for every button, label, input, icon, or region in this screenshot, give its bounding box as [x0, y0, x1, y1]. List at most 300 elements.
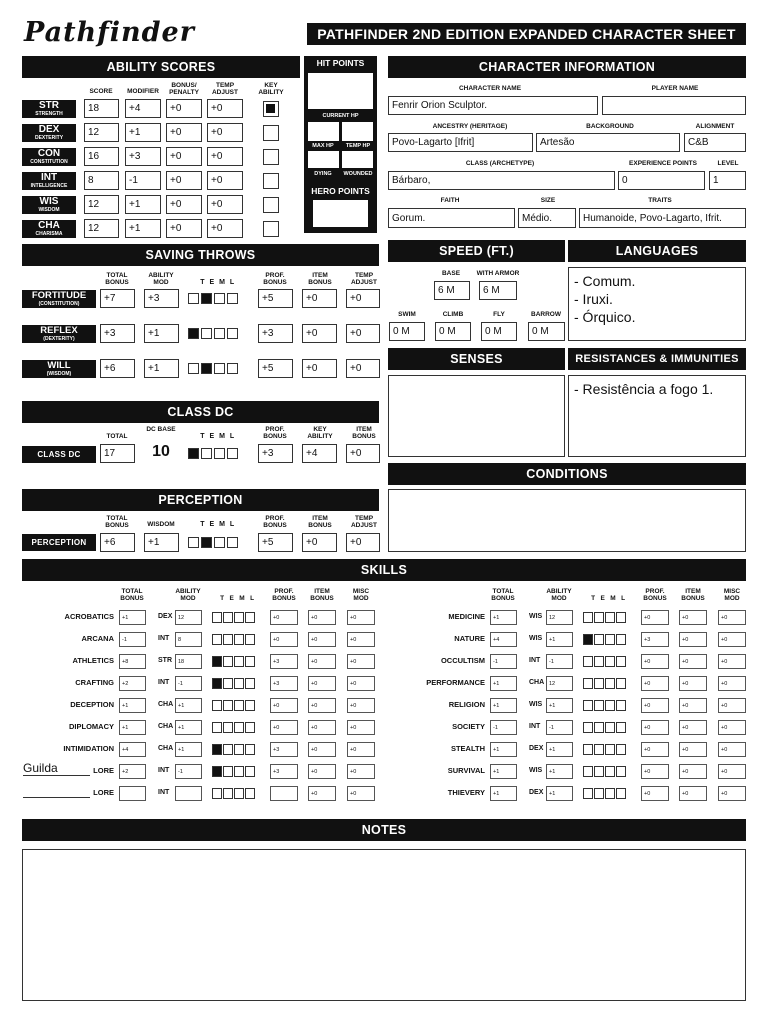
skill-teml-box[interactable] — [605, 634, 615, 645]
skill-ability-field[interactable]: 8 — [175, 632, 202, 647]
skill-prof-field[interactable]: +0 — [641, 764, 669, 779]
skill-total-field[interactable]: -1 — [490, 654, 517, 669]
skill-prof-field[interactable]: +0 — [641, 698, 669, 713]
skill-item-field[interactable]: +0 — [679, 720, 707, 735]
skill-teml-box[interactable] — [223, 788, 233, 799]
perception-teml-box[interactable] — [227, 537, 238, 548]
perception-teml-boxes[interactable] — [188, 537, 238, 548]
skill-prof-field[interactable]: +3 — [270, 764, 298, 779]
skill-misc-field[interactable]: +0 — [718, 632, 746, 647]
skill-teml-box[interactable] — [583, 678, 593, 689]
skill-ability-field[interactable]: +1 — [546, 764, 573, 779]
skill-teml-box[interactable] — [223, 700, 233, 711]
logo-text: Pathfinder — [24, 16, 195, 48]
skill-prof-field[interactable]: +0 — [641, 720, 669, 735]
skill-teml-box[interactable] — [616, 678, 626, 689]
skill-teml[interactable] — [583, 612, 626, 623]
skill-ability-field[interactable]: +1 — [175, 698, 202, 713]
classdc-total-field[interactable]: 17 — [100, 444, 135, 463]
skill-misc-field[interactable]: +0 — [347, 632, 375, 647]
skill-ability-field[interactable] — [175, 786, 202, 801]
skill-total-field[interactable]: +2 — [119, 764, 146, 779]
level-label: LEVEL — [717, 160, 739, 167]
skill-prof-field[interactable]: +0 — [641, 786, 669, 801]
skill-item-field[interactable]: +0 — [308, 676, 336, 691]
skill-total-field[interactable]: +1 — [119, 610, 146, 625]
skill-teml-box[interactable] — [605, 722, 615, 733]
skill-teml-box[interactable] — [605, 700, 615, 711]
skill-teml-box[interactable] — [212, 766, 222, 777]
skill-total-field[interactable]: +1 — [490, 742, 517, 757]
save-teml-box[interactable] — [227, 293, 238, 304]
ability-score-field[interactable]: 18 — [84, 99, 119, 118]
skill-teml-box[interactable] — [234, 766, 244, 777]
skill-prof-field[interactable]: +0 — [641, 654, 669, 669]
skill-teml-box[interactable] — [583, 744, 593, 755]
classdc-teml-box[interactable] — [214, 448, 225, 459]
skill-ability-abbr: WIS — [529, 613, 543, 620]
skill-item-field[interactable]: +0 — [679, 764, 707, 779]
skill-teml[interactable] — [583, 722, 626, 733]
skill-ability-abbr: CHA — [529, 679, 545, 686]
skills-prof-label: PROF. BONUS — [643, 588, 667, 602]
perception-total-field[interactable]: +6 — [100, 533, 135, 552]
skill-total-field[interactable]: +1 — [119, 720, 146, 735]
skill-teml-box[interactable] — [212, 612, 222, 623]
skill-item-field[interactable]: +0 — [308, 654, 336, 669]
skill-prof-field[interactable]: +0 — [641, 676, 669, 691]
skill-prof-field[interactable]: +3 — [270, 654, 298, 669]
save-temp-field[interactable]: +0 — [346, 359, 380, 378]
skill-total-field[interactable]: +1 — [490, 786, 517, 801]
skill-teml-box[interactable] — [245, 656, 255, 667]
skill-prof-field[interactable]: +3 — [270, 742, 298, 757]
skill-teml-box[interactable] — [616, 634, 626, 645]
skill-teml-box[interactable] — [616, 700, 626, 711]
max-hp-box[interactable] — [308, 122, 339, 141]
skill-teml-box[interactable] — [245, 788, 255, 799]
ability-score-field[interactable]: 8 — [84, 171, 119, 190]
skill-item-field[interactable]: +0 — [679, 632, 707, 647]
skill-misc-field[interactable]: +0 — [718, 786, 746, 801]
skill-teml-box[interactable] — [245, 722, 255, 733]
xp-field[interactable]: 0 — [618, 171, 705, 190]
save-total-field[interactable]: +6 — [100, 359, 135, 378]
save-item-field[interactable]: +0 — [302, 359, 337, 378]
skill-misc-field[interactable]: +0 — [347, 764, 375, 779]
skill-item-field[interactable]: +0 — [679, 610, 707, 625]
skill-misc-field[interactable]: +0 — [347, 676, 375, 691]
skill-teml-box[interactable] — [223, 722, 233, 733]
skill-teml-box[interactable] — [212, 744, 222, 755]
skill-ability-field[interactable]: +1 — [546, 742, 573, 757]
temp-hp-box[interactable] — [342, 122, 373, 141]
skill-item-field[interactable]: +0 — [679, 786, 707, 801]
save-prof-field[interactable]: +5 — [258, 359, 293, 378]
skill-teml[interactable] — [583, 788, 626, 799]
skill-teml-box[interactable] — [583, 634, 593, 645]
save-teml[interactable] — [188, 328, 238, 339]
ability-modifier-field[interactable]: +1 — [125, 123, 161, 142]
skill-teml-box[interactable] — [245, 744, 255, 755]
skill-teml-box[interactable] — [234, 634, 244, 645]
skill-ability-field[interactable]: -1 — [175, 764, 202, 779]
classdc-teml-boxes[interactable] — [188, 448, 238, 459]
ability-modifier-field[interactable]: +4 — [125, 99, 161, 118]
skill-teml-box[interactable] — [594, 612, 604, 623]
languages-header: LANGUAGES — [568, 240, 746, 262]
perception-teml-box[interactable] — [201, 537, 212, 548]
skill-teml-box[interactable] — [223, 656, 233, 667]
notes-box[interactable] — [22, 849, 746, 1001]
ability-temp-field[interactable]: +0 — [207, 171, 243, 190]
skill-ability-field[interactable]: +1 — [175, 742, 202, 757]
skill-item-field[interactable]: +0 — [679, 654, 707, 669]
skill-teml-box[interactable] — [234, 678, 244, 689]
key-ability-checkbox[interactable] — [263, 173, 279, 189]
skill-prof-field[interactable]: +3 — [270, 676, 298, 691]
skill-prof-field[interactable]: +0 — [641, 742, 669, 757]
skill-item-field[interactable]: +0 — [679, 742, 707, 757]
skill-teml-box[interactable] — [605, 766, 615, 777]
save-teml[interactable] — [188, 293, 238, 304]
perception-temp-field[interactable]: +0 — [346, 533, 380, 552]
skill-ability-field[interactable]: -1 — [546, 720, 573, 735]
ancestry-field[interactable]: Povo-Lagarto [Ifrit] — [388, 133, 533, 152]
skill-teml-box[interactable] — [212, 722, 222, 733]
perception-wis-field[interactable]: +1 — [144, 533, 179, 552]
fly-field[interactable]: 0 M — [481, 322, 517, 341]
ability-modifier-field[interactable]: +1 — [125, 195, 161, 214]
classdc-teml-box[interactable] — [188, 448, 199, 459]
skill-prof-field[interactable] — [270, 786, 298, 801]
skill-misc-field[interactable]: +0 — [718, 720, 746, 735]
skill-misc-field[interactable]: +0 — [718, 698, 746, 713]
save-ability-field[interactable]: +1 — [144, 324, 179, 343]
skill-teml[interactable] — [212, 744, 255, 755]
save-teml-box[interactable] — [214, 293, 225, 304]
save-teml-box[interactable] — [188, 328, 199, 339]
save-teml-box[interactable] — [227, 363, 238, 374]
skill-teml-box[interactable] — [212, 678, 222, 689]
ability-bonus-field[interactable]: +0 — [166, 123, 202, 142]
size-field[interactable]: Médio. — [518, 208, 576, 228]
skill-teml[interactable] — [212, 678, 255, 689]
skill-prof-field[interactable]: +3 — [641, 632, 669, 647]
skill-teml-box[interactable] — [594, 788, 604, 799]
skill-prof-field[interactable]: +0 — [270, 698, 298, 713]
skill-teml-box[interactable] — [594, 722, 604, 733]
skill-teml-box[interactable] — [594, 634, 604, 645]
skill-teml[interactable] — [583, 766, 626, 777]
hero-points-box[interactable] — [313, 200, 368, 227]
skill-misc-field[interactable]: +0 — [347, 720, 375, 735]
lore-topic[interactable]: Guilda — [23, 762, 90, 776]
save-teml-box[interactable] — [201, 293, 212, 304]
skill-total-field[interactable]: +1 — [490, 610, 517, 625]
skill-misc-field[interactable]: +0 — [347, 786, 375, 801]
save-prof-field[interactable]: +5 — [258, 289, 293, 308]
skill-teml-box[interactable] — [583, 656, 593, 667]
save-total-field[interactable]: +7 — [100, 289, 135, 308]
skill-teml-box[interactable] — [223, 612, 233, 623]
skill-total-field[interactable]: -1 — [490, 720, 517, 735]
skill-total-field[interactable]: +4 — [490, 632, 517, 647]
skill-ability-field[interactable]: 12 — [546, 610, 573, 625]
skill-teml-box[interactable] — [212, 656, 222, 667]
skill-teml-box[interactable] — [245, 612, 255, 623]
skill-total-field[interactable]: +4 — [119, 742, 146, 757]
skill-ability-abbr: INT — [529, 723, 541, 730]
player-name-field[interactable] — [602, 96, 746, 115]
skill-teml-box[interactable] — [583, 788, 593, 799]
skill-total-field[interactable]: +1 — [490, 764, 517, 779]
skill-teml[interactable] — [583, 656, 626, 667]
swim-field[interactable]: 0 M — [389, 322, 425, 341]
save-teml-box[interactable] — [214, 363, 225, 374]
skill-ability-field[interactable]: +1 — [175, 720, 202, 735]
skill-teml-box[interactable] — [212, 634, 222, 645]
skill-ability-abbr: INT — [529, 657, 541, 664]
languages-box[interactable] — [568, 267, 746, 341]
save-teml-box[interactable] — [227, 328, 238, 339]
skill-teml[interactable] — [212, 656, 255, 667]
ability-modifier-field[interactable]: -1 — [125, 171, 161, 190]
class-field[interactable]: Bárbaro, — [388, 171, 615, 190]
current-hp-label: CURRENT HP — [322, 113, 359, 119]
skill-teml-box[interactable] — [605, 744, 615, 755]
skill-teml-box[interactable] — [616, 656, 626, 667]
save-temp-field[interactable]: +0 — [346, 324, 380, 343]
ability-temp-field[interactable]: +0 — [207, 99, 243, 118]
ability-score-field[interactable]: 12 — [84, 219, 119, 238]
skill-teml-box[interactable] — [594, 766, 604, 777]
skill-misc-field[interactable]: +0 — [718, 654, 746, 669]
key-ability-checkbox[interactable] — [263, 101, 279, 117]
skill-misc-field[interactable]: +0 — [347, 654, 375, 669]
save-teml-box[interactable] — [188, 363, 199, 374]
traits-field[interactable]: Humanoide, Povo-Lagarto, Ifrit. — [579, 208, 746, 228]
classdc-key-field[interactable]: +4 — [302, 444, 337, 463]
ability-temp-field[interactable]: +0 — [207, 195, 243, 214]
character-name-field[interactable]: Fenrir Orion Sculptor. — [388, 96, 598, 115]
skill-teml-box[interactable] — [212, 700, 222, 711]
skill-teml[interactable] — [212, 766, 255, 777]
ability-bonus-field[interactable]: +0 — [166, 195, 202, 214]
conditions-box[interactable] — [388, 489, 746, 552]
key-ability-checkbox[interactable] — [263, 149, 279, 165]
skill-item-field[interactable]: +0 — [308, 786, 336, 801]
perception-teml-box[interactable] — [188, 537, 199, 548]
skill-misc-field[interactable]: +0 — [347, 610, 375, 625]
skill-ability-field[interactable]: +1 — [546, 698, 573, 713]
save-teml-box[interactable] — [201, 363, 212, 374]
key-ability-checkbox[interactable] — [263, 197, 279, 213]
ability-score-field[interactable]: 12 — [84, 195, 119, 214]
save-item-field[interactable]: +0 — [302, 324, 337, 343]
save-ability-field[interactable]: +3 — [144, 289, 179, 308]
skill-teml-box[interactable] — [234, 656, 244, 667]
classdc-teml-box[interactable] — [227, 448, 238, 459]
skill-teml-box[interactable] — [583, 700, 593, 711]
save-teml-box[interactable] — [201, 328, 212, 339]
skill-misc-field[interactable]: +0 — [718, 610, 746, 625]
perception-teml-box[interactable] — [214, 537, 225, 548]
ability-score-field[interactable]: 12 — [84, 123, 119, 142]
skill-teml-box[interactable] — [605, 612, 615, 623]
skill-item-field[interactable]: +0 — [308, 698, 336, 713]
speed-armor-field[interactable]: 6 M — [479, 281, 517, 300]
skill-misc-field[interactable]: +0 — [347, 698, 375, 713]
skill-misc-field[interactable]: +0 — [718, 742, 746, 757]
skill-ability-field[interactable]: -1 — [175, 676, 202, 691]
skill-prof-field[interactable]: +0 — [270, 610, 298, 625]
save-prof-field[interactable]: +3 — [258, 324, 293, 343]
skill-teml-box[interactable] — [234, 700, 244, 711]
skill-misc-field[interactable]: +0 — [718, 764, 746, 779]
skill-teml-box[interactable] — [616, 766, 626, 777]
skill-item-field[interactable]: +0 — [679, 676, 707, 691]
key-ability-checkbox[interactable] — [263, 125, 279, 141]
skill-name: ARCANA — [81, 634, 114, 643]
ability-bonus-field[interactable]: +0 — [166, 147, 202, 166]
skill-prof-field[interactable]: +0 — [270, 720, 298, 735]
ability-modifier-field[interactable]: +3 — [125, 147, 161, 166]
skill-misc-field[interactable]: +0 — [718, 676, 746, 691]
skill-teml-box[interactable] — [594, 656, 604, 667]
skill-item-field[interactable]: +0 — [308, 742, 336, 757]
ability-bonus-field[interactable]: +0 — [166, 171, 202, 190]
skill-ability-field[interactable]: -1 — [546, 654, 573, 669]
skill-teml[interactable] — [583, 634, 626, 645]
classdc-item-field[interactable]: +0 — [346, 444, 380, 463]
skill-total-field[interactable]: +8 — [119, 654, 146, 669]
wounded-box[interactable] — [342, 151, 373, 168]
skill-teml-box[interactable] — [616, 722, 626, 733]
ability-temp-field[interactable]: +0 — [207, 147, 243, 166]
save-teml-box[interactable] — [188, 293, 199, 304]
skill-total-field[interactable]: +1 — [490, 698, 517, 713]
skill-misc-field[interactable]: +0 — [347, 742, 375, 757]
skill-item-field[interactable]: +0 — [308, 632, 336, 647]
skill-teml-box[interactable] — [594, 744, 604, 755]
skill-teml-box[interactable] — [605, 656, 615, 667]
skill-item-field[interactable]: +0 — [308, 610, 336, 625]
skill-teml-box[interactable] — [234, 788, 244, 799]
skill-total-field[interactable]: +1 — [490, 676, 517, 691]
hp-main-box[interactable] — [308, 73, 373, 109]
perception-item-field[interactable]: +0 — [302, 533, 337, 552]
skill-teml-box[interactable] — [223, 678, 233, 689]
skill-item-field[interactable]: +0 — [308, 764, 336, 779]
skill-teml-box[interactable] — [616, 744, 626, 755]
skill-ability-field[interactable]: 18 — [175, 654, 202, 669]
ability-temp-field[interactable]: +0 — [207, 219, 243, 238]
save-temp-field[interactable]: +0 — [346, 289, 380, 308]
ability-temp-field[interactable]: +0 — [207, 123, 243, 142]
skill-ability-field[interactable]: +1 — [546, 632, 573, 647]
level-field[interactable]: 1 — [709, 171, 746, 190]
skill-teml-box[interactable] — [616, 612, 626, 623]
background-field[interactable]: Artesão — [536, 133, 680, 152]
skill-teml-box[interactable] — [594, 678, 604, 689]
skill-item-field[interactable]: +0 — [679, 698, 707, 713]
save-total-field[interactable]: +3 — [100, 324, 135, 343]
skill-teml-box[interactable] — [234, 722, 244, 733]
save-item-field[interactable]: +0 — [302, 289, 337, 308]
dying-box[interactable] — [308, 151, 339, 168]
classdc-teml-box[interactable] — [201, 448, 212, 459]
skill-ability-field[interactable]: 12 — [546, 676, 573, 691]
skill-teml-box[interactable] — [223, 744, 233, 755]
skill-total-field[interactable]: +2 — [119, 676, 146, 691]
skill-total-field[interactable] — [119, 786, 146, 801]
skill-total-field[interactable]: -1 — [119, 632, 146, 647]
skill-teml[interactable] — [212, 722, 255, 733]
perception-prof-field[interactable]: +5 — [258, 533, 293, 552]
skill-teml-box[interactable] — [245, 766, 255, 777]
skill-prof-field[interactable]: +0 — [641, 610, 669, 625]
skill-teml-box[interactable] — [234, 744, 244, 755]
skill-teml-box[interactable] — [616, 788, 626, 799]
skill-teml[interactable] — [583, 700, 626, 711]
save-teml-box[interactable] — [214, 328, 225, 339]
key-ability-checkbox[interactable] — [263, 221, 279, 237]
speed-base-field[interactable]: 6 M — [434, 281, 470, 300]
ability-bonus-field[interactable]: +0 — [166, 219, 202, 238]
ability-modifier-field[interactable]: +1 — [125, 219, 161, 238]
skill-teml-box[interactable] — [223, 634, 233, 645]
classdc-prof-field[interactable]: +3 — [258, 444, 293, 463]
save-ability-field[interactable]: +1 — [144, 359, 179, 378]
skill-teml[interactable] — [212, 700, 255, 711]
skill-teml-box[interactable] — [245, 700, 255, 711]
skill-teml-box[interactable] — [605, 678, 615, 689]
skill-prof-field[interactable]: +0 — [270, 632, 298, 647]
skill-teml[interactable] — [583, 678, 626, 689]
skill-item-field[interactable]: +0 — [308, 720, 336, 735]
skill-teml-box[interactable] — [583, 722, 593, 733]
faith-field[interactable]: Gorum. — [388, 208, 515, 228]
skill-teml-box[interactable] — [245, 634, 255, 645]
ability-score-field[interactable]: 16 — [84, 147, 119, 166]
skill-teml-box[interactable] — [594, 700, 604, 711]
skills-teml-label: T E M L — [220, 595, 256, 602]
skill-teml-box[interactable] — [605, 788, 615, 799]
ability-abbr: STR — [39, 100, 59, 111]
resistances-box[interactable] — [568, 375, 746, 457]
save-teml[interactable] — [188, 363, 238, 374]
skill-ability-field[interactable]: 12 — [175, 610, 202, 625]
skill-teml-box[interactable] — [245, 678, 255, 689]
skill-teml[interactable] — [583, 744, 626, 755]
burrow-field[interactable]: 0 M — [528, 322, 565, 341]
skill-teml[interactable] — [212, 788, 255, 799]
skill-teml-box[interactable] — [223, 766, 233, 777]
alignment-field[interactable]: C&B — [684, 133, 746, 152]
skill-teml-box[interactable] — [583, 766, 593, 777]
skill-teml-box[interactable] — [583, 612, 593, 623]
ability-bonus-field[interactable]: +0 — [166, 99, 202, 118]
climb-field[interactable]: 0 M — [435, 322, 471, 341]
senses-box[interactable] — [388, 375, 565, 457]
skill-teml-box[interactable] — [212, 788, 222, 799]
skill-teml[interactable] — [212, 612, 255, 623]
skill-ability-field[interactable]: +1 — [546, 786, 573, 801]
skill-total-field[interactable]: +1 — [119, 698, 146, 713]
skill-teml[interactable] — [212, 634, 255, 645]
skill-teml-box[interactable] — [234, 612, 244, 623]
